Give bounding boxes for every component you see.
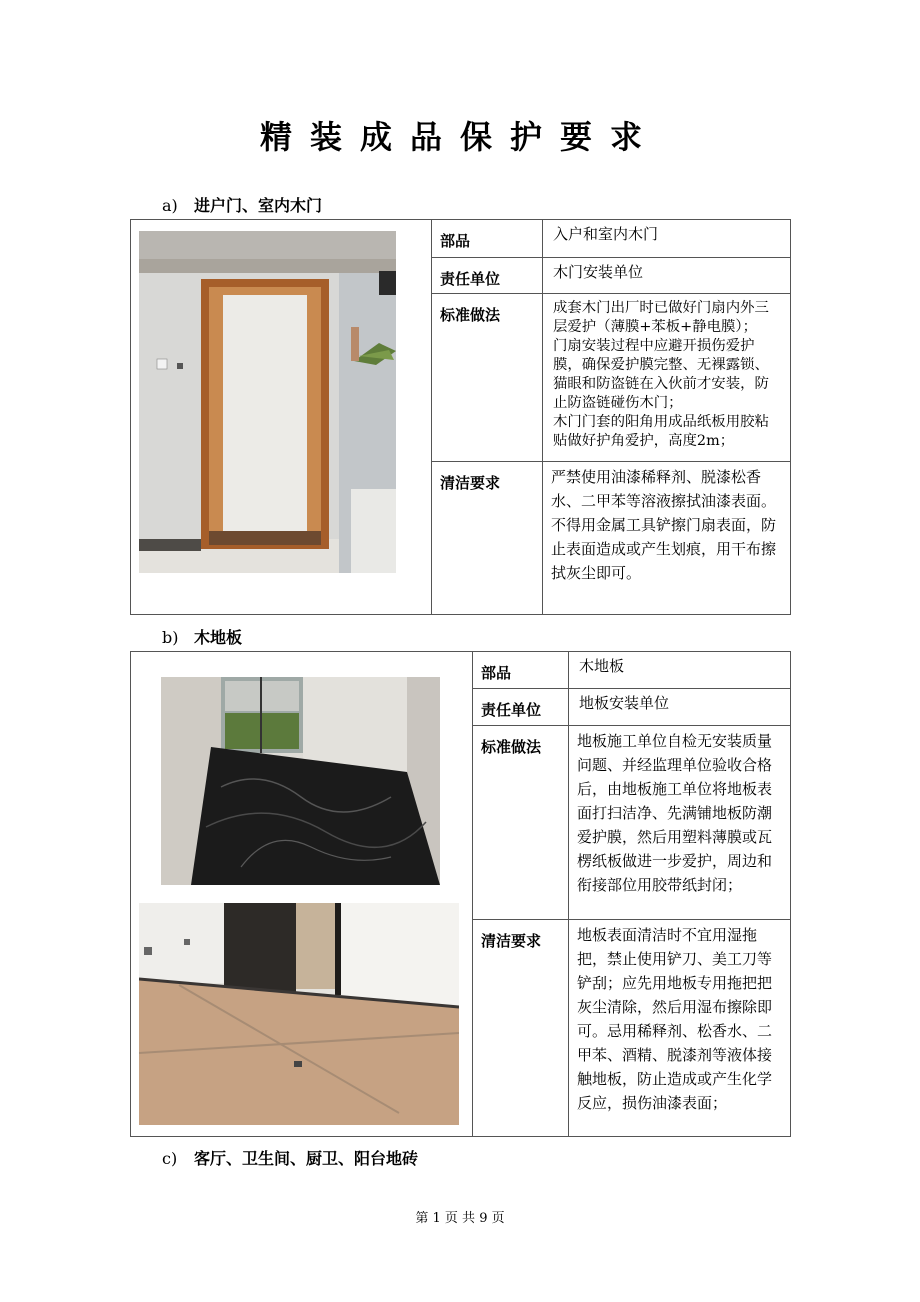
- value-cleaning-requirement: 严禁使用油漆稀释剂、脱漆松香水、二甲苯等溶液擦拭油漆表面。不得用金属工具铲擦门扇表面，防止表面造成或产生划痕，用干布擦拭灰尘即可。: [543, 462, 791, 615]
- section-b-label: b): [162, 628, 179, 647]
- section-a-heading: [162, 193, 322, 216]
- value-standard-practice: 地板施工单位自检无安装质量问题、并经监理单位验收合格后，由地板施工单位将地板表面打扫洁净、先满铺地板防潮爱护膜，然后用塑料薄膜或瓦楞纸板做进一步爱护，周边和衔接部位用胶带纸封闭；: [569, 726, 791, 920]
- label-responsible-unit: 责任单位: [432, 258, 543, 294]
- door-photo: [139, 231, 396, 573]
- table-section-a: [130, 219, 791, 615]
- section-c-heading: [162, 1146, 418, 1169]
- value-responsible-unit: 地板安装单位: [569, 689, 791, 726]
- floor-plastic-film-photo: [161, 677, 440, 885]
- value-standard-practice: 成套木门出厂时已做好门扇内外三层爱护（薄膜+苯板+静电膜）； 门扇安装过程中应避开损伤爱护膜，确保爱护膜完整、无裸露锁、猫眼和防盗链在入伙前才安装，防止防盗链碰伤木门； 木门门套的阳角用成品纸板用胶粘贴做好护角爱护，高度2m；: [543, 294, 791, 462]
- value-cleaning-requirement: 地板表面清洁时不宜用湿拖把，禁止使用铲刀、美工刀等铲刮；应先用地板专用拖把把灰尘清除，然后用湿布擦除即可。忌用稀释剂、松香水、二甲苯、酒精、脱漆剂等液体接触地板，防止造成或产生化学反应，损伤油漆表面；: [569, 920, 791, 1137]
- label-standard-practice: 标准做法: [432, 294, 543, 462]
- section-a-title: 进户门、室内木门: [194, 196, 323, 215]
- section-a-label: a): [162, 196, 178, 215]
- label-part: 部品: [432, 220, 543, 258]
- label-standard-practice: 标准做法: [473, 726, 569, 920]
- label-responsible-unit: 责任单位: [473, 689, 569, 726]
- value-responsible-unit: 木门安装单位: [543, 258, 791, 294]
- section-b-heading: [162, 625, 242, 648]
- value-part: 入户和室内木门: [543, 220, 791, 258]
- section-c-title: 客厅、卫生间、厨卫、阳台地砖: [194, 1149, 419, 1168]
- page-title: 精装成品保护要求: [259, 118, 660, 156]
- floor-cardboard-photo: [139, 903, 459, 1125]
- value-part: 木地板: [569, 652, 791, 689]
- label-cleaning-requirement: 清洁要求: [473, 920, 569, 1137]
- table-section-b: [130, 651, 791, 1137]
- section-c-label: c): [162, 1149, 178, 1168]
- section-b-title: 木地板: [194, 628, 243, 647]
- door-photo-cell: [131, 220, 432, 615]
- floor-photo-cell: [131, 652, 473, 1137]
- label-part: 部品: [473, 652, 569, 689]
- label-cleaning-requirement: 清洁要求: [432, 462, 543, 615]
- page-footer: 第 1 页 共 9 页: [415, 1211, 505, 1226]
